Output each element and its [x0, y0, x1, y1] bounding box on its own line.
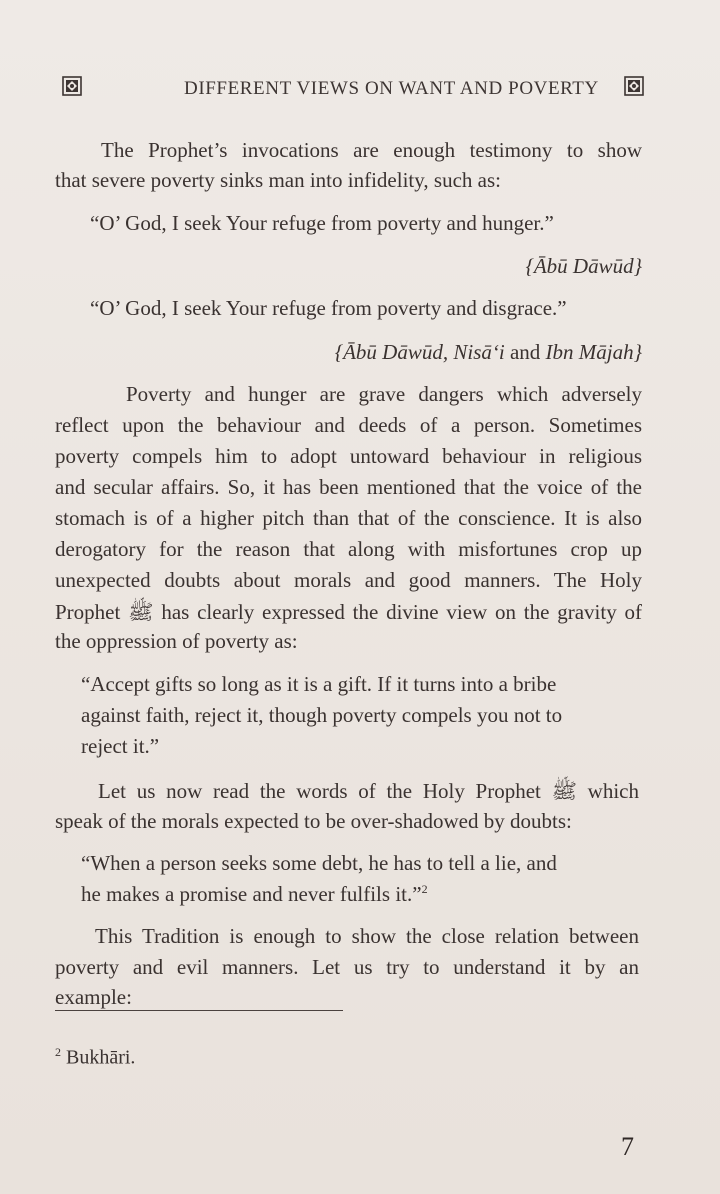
- paragraph-1-line-1: The Prophet’s invocations are enough testimony to show: [101, 138, 642, 162]
- footnote-marker[interactable]: 2: [421, 882, 428, 896]
- paragraph-3-line-2: speak of the morals expected to be over-shadowed by doubts:: [55, 809, 572, 833]
- reference-2-part-3: Ibn Mājah}: [545, 340, 642, 364]
- ornament-icon: [62, 76, 82, 96]
- tradition-quote-line-1: “Accept gifts so long as it is a gift. If it turns into a bribe: [81, 672, 557, 696]
- paragraph-2-line-7: unexpected doubts about morals and good manners. The Holy: [55, 568, 642, 592]
- reference-2-part-2: and: [504, 340, 546, 364]
- paragraph-2-line-6: derogatory for the reason that along with misfortunes crop up: [55, 537, 642, 561]
- running-head: [60, 74, 646, 104]
- reference-2: [335, 340, 642, 365]
- running-title: DIFFERENT VIEWS ON WANT AND POVERTY: [184, 78, 599, 99]
- paragraph-2-line-1: Poverty and hunger are grave dangers which adversely: [126, 382, 642, 406]
- ornament-icon: [624, 76, 644, 96]
- paragraph-2-line-3: poverty compels him to adopt untoward behaviour in religious: [55, 444, 642, 468]
- paragraph-2-line-2: reflect upon the behaviour and deeds of a person. Sometimes: [55, 413, 642, 437]
- invocation-quote-2: “O’ God, I seek Your refuge from poverty and disgrace.”: [90, 296, 567, 320]
- tradition-quote-line-2: against faith, reject it, though poverty compels you not to: [81, 703, 563, 727]
- debt-quote-line-1: “When a person seeks some debt, he has to tell a lie, and: [81, 851, 557, 875]
- footnote-divider: [55, 1010, 343, 1011]
- paragraph-1-line-2: that severe poverty sinks man into infidelity, such as:: [55, 168, 501, 192]
- paragraph-2-line-8: Prophet ﷺ has clearly expressed the divine view on the gravity of: [55, 600, 643, 624]
- debt-quote-line-2-text: he makes a promise and never fulfils it.”: [81, 882, 422, 906]
- paragraph-2-line-4: and secular affairs. So, it has been mentioned that the voice of the: [55, 475, 642, 499]
- reference-2-part-1: {Ābū Dāwūd, Nisā‘i: [334, 340, 505, 364]
- paragraph-2-line-5: stomach is of a higher pitch than that of the conscience. It is also: [55, 506, 642, 530]
- tradition-quote-line-3: reject it.”: [81, 734, 160, 758]
- paragraph-4-line-3: example:: [55, 985, 132, 1009]
- footnote: [55, 1045, 135, 1070]
- paragraph-4-line-2: poverty and evil manners. Let us try to understand it by an: [55, 955, 639, 979]
- paragraph-4-line-1: This Tradition is enough to show the close relation between: [95, 924, 639, 948]
- reference-1: {Ābū Dāwūd}: [525, 254, 642, 278]
- page-number: 7: [621, 1132, 634, 1161]
- footnote-number: 2: [55, 1045, 61, 1059]
- debt-quote-line-2: [81, 882, 428, 907]
- footnote-text: Bukhāri.: [61, 1046, 136, 1069]
- paragraph-3-line-1: Let us now read the words of the Holy Prophet ﷺ which: [98, 779, 639, 803]
- invocation-quote-1: “O’ God, I seek Your refuge from poverty and hunger.”: [90, 211, 554, 235]
- paragraph-2-line-9: the oppression of poverty as:: [55, 629, 298, 653]
